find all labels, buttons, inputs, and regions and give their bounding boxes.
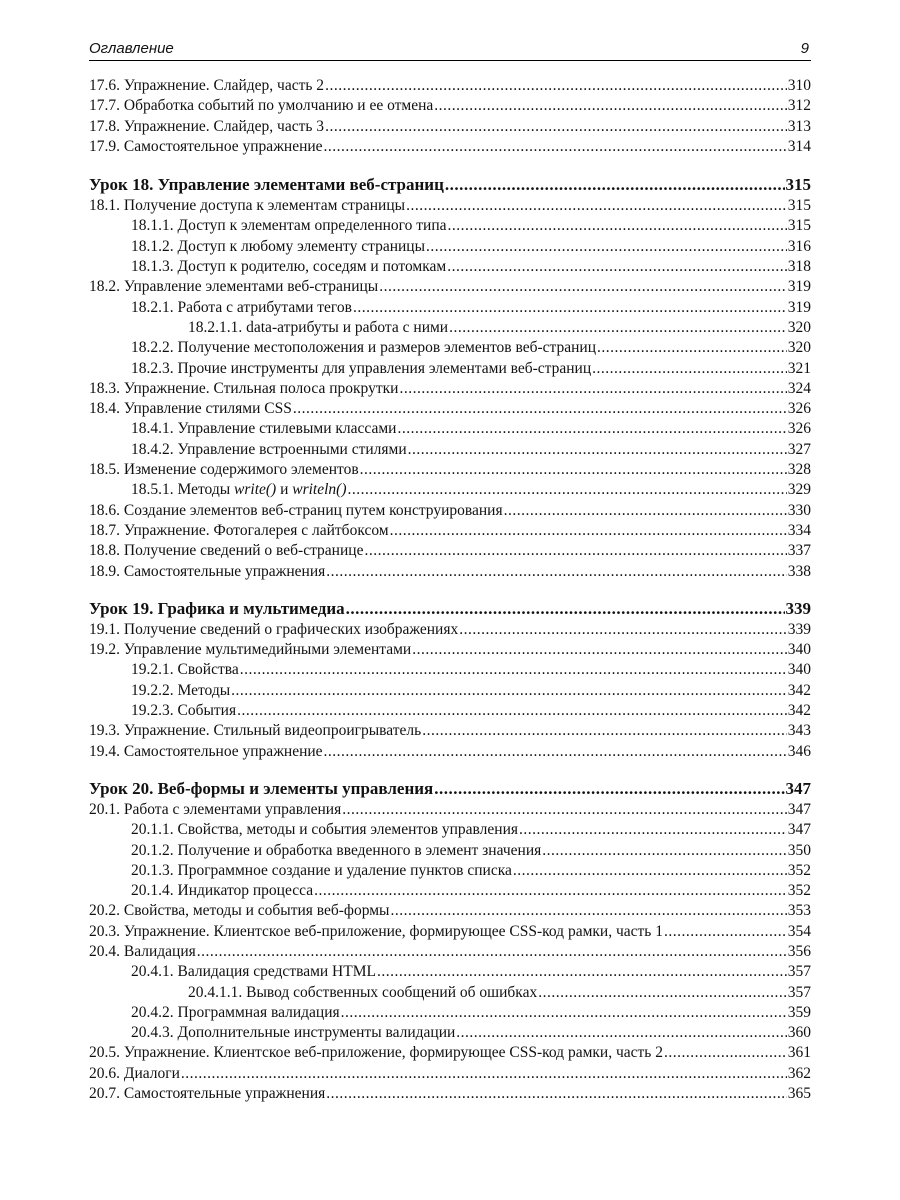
entry-page-number: 329 xyxy=(787,481,811,499)
entry-title: 20.1.4. Индикатор процесса xyxy=(131,882,314,900)
entry-title: 19.2. Управление мультимедийными элементами xyxy=(89,641,412,659)
dot-leader xyxy=(426,237,787,257)
dot-leader xyxy=(542,841,787,861)
entry-page-number: 347 xyxy=(787,821,811,839)
entry-title: 18.1. Получение доступа к элементам страницы xyxy=(89,197,406,215)
dot-leader xyxy=(326,562,786,582)
toc-entry xyxy=(89,277,811,297)
dot-leader xyxy=(592,359,787,379)
toc-entry xyxy=(89,359,811,379)
dot-leader xyxy=(390,901,786,921)
toc-entry xyxy=(89,620,811,640)
toc-lesson-heading xyxy=(89,174,811,196)
dot-leader xyxy=(325,117,787,137)
toc-entry xyxy=(89,983,811,1003)
entry-title: 20.1.2. Получение и обработка введенного в элемент значения xyxy=(131,841,542,859)
toc-entry xyxy=(89,942,811,962)
entry-page-number: 328 xyxy=(787,461,811,479)
entry-title: 18.2.1.1. data-атрибуты и работа с ними xyxy=(188,318,449,336)
dot-leader xyxy=(377,962,787,982)
dot-leader xyxy=(538,983,787,1003)
toc-entry xyxy=(89,820,811,840)
entry-page-number: 353 xyxy=(787,902,811,920)
entry-page-number: 340 xyxy=(787,661,811,679)
entry-page-number: 315 xyxy=(787,217,811,235)
dot-leader xyxy=(412,640,787,660)
toc-entry xyxy=(89,962,811,982)
toc-entry xyxy=(89,1023,811,1043)
dot-leader xyxy=(379,277,787,297)
dot-leader xyxy=(348,480,787,500)
toc-entry xyxy=(89,117,811,137)
toc-entry xyxy=(89,521,811,541)
dot-leader xyxy=(231,681,787,701)
entry-page-number: 312 xyxy=(787,97,811,115)
toc-entry xyxy=(89,419,811,439)
entry-title: 18.4.1. Управление стилевыми классами xyxy=(131,420,397,438)
entry-title: 17.6. Упражнение. Слайдер, часть 2 xyxy=(89,77,325,94)
toc-entry xyxy=(89,298,811,318)
entry-title: 20.7. Самостоятельные упражнения xyxy=(89,1085,326,1103)
lesson-title: Урок 20. Веб-формы и элементы управления xyxy=(89,778,434,798)
toc-entry xyxy=(89,460,811,480)
dot-leader xyxy=(422,721,787,741)
dot-leader xyxy=(390,521,787,541)
entry-page-number: 360 xyxy=(787,1024,811,1042)
toc-entry xyxy=(89,196,811,216)
dot-leader xyxy=(364,541,786,561)
dot-leader xyxy=(434,96,786,116)
entry-page-number: 342 xyxy=(787,702,811,720)
entry-title: 19.2.1. Свойства xyxy=(131,661,239,679)
table-of-contents xyxy=(89,76,811,1104)
entry-page-number: 324 xyxy=(787,379,811,397)
dot-leader xyxy=(449,318,787,338)
dot-leader xyxy=(197,942,787,962)
running-title: Оглавление xyxy=(89,40,174,57)
toc-entry xyxy=(89,922,811,942)
entry-title: 18.9. Самостоятельные упражнения xyxy=(89,562,326,580)
entry-page-number: 352 xyxy=(787,861,811,879)
entry-title: 20.2. Свойства, методы и события веб-формы xyxy=(89,902,390,920)
page-number: 9 xyxy=(800,40,809,57)
dot-leader xyxy=(408,440,787,460)
lesson-page-number: 315 xyxy=(785,175,811,195)
dot-leader xyxy=(456,1023,786,1043)
toc-entry xyxy=(89,721,811,741)
entry-title: 20.6. Диалоги xyxy=(89,1064,180,1082)
dot-leader xyxy=(597,338,787,358)
entry-title: 18.4.2. Управление встроенными стилями xyxy=(131,440,407,458)
dot-leader xyxy=(326,1084,786,1104)
entry-title: 20.4. Валидация xyxy=(89,942,196,960)
entry-title: 20.3. Упражнение. Клиентское веб-приложение, формирующее CSS-код рамки, часть 1 xyxy=(89,922,663,940)
toc-entry xyxy=(89,1043,811,1063)
toc-entry xyxy=(89,399,811,419)
entry-page-number: 310 xyxy=(787,77,811,94)
entry-page-number: 352 xyxy=(787,882,811,900)
method-name: write() xyxy=(234,481,277,499)
dot-leader xyxy=(360,460,787,480)
entry-page-number: 321 xyxy=(787,359,811,377)
dot-leader xyxy=(237,701,787,721)
dot-leader xyxy=(519,820,787,840)
dot-leader xyxy=(504,501,787,521)
toc-entry xyxy=(89,480,811,500)
entry-title: 20.4.1. Валидация средствами HTML xyxy=(131,963,376,981)
lesson-page-number: 347 xyxy=(785,778,811,798)
entry-title: 19.2.2. Методы xyxy=(131,681,231,699)
dot-leader xyxy=(181,1064,787,1084)
entry-title: 19.2.3. События xyxy=(131,702,237,720)
entry-page-number: 337 xyxy=(787,542,811,560)
toc-lesson-heading xyxy=(89,778,811,800)
dot-leader xyxy=(459,620,787,640)
dot-leader xyxy=(447,257,787,277)
entry-title: 19.1. Получение сведений о графических изображениях xyxy=(89,620,459,638)
entry-title: 18.1.2. Доступ к любому элементу страницы xyxy=(131,237,426,255)
entry-title: 17.9. Самостоятельное упражнение xyxy=(89,137,323,155)
entry-page-number: 320 xyxy=(787,318,811,336)
entry-page-number: 357 xyxy=(787,963,811,981)
entry-page-number: 326 xyxy=(787,420,811,438)
entry-page-number: 327 xyxy=(787,440,811,458)
dot-leader xyxy=(399,379,786,399)
entry-title: 20.1.1. Свойства, методы и события элементов управления xyxy=(131,821,519,839)
toc-entry xyxy=(89,861,811,881)
toc-entry xyxy=(89,800,811,820)
entry-page-number: 338 xyxy=(787,562,811,580)
toc-entry xyxy=(89,901,811,921)
toc-entry xyxy=(89,541,811,561)
entry-page-number: 365 xyxy=(787,1085,811,1103)
toc-entry xyxy=(89,216,811,236)
entry-page-number: 354 xyxy=(787,922,811,940)
dot-leader xyxy=(513,861,787,881)
entry-title: 18.1.1. Доступ к элементам определенного типа xyxy=(131,217,447,235)
entry-title: 20.1. Работа с элементами управления xyxy=(89,800,342,818)
entry-page-number: 330 xyxy=(787,501,811,519)
toc-entry xyxy=(89,501,811,521)
entry-page-number: 319 xyxy=(787,298,811,316)
dot-leader xyxy=(448,216,787,236)
toc-entry xyxy=(89,440,811,460)
toc-entry xyxy=(89,660,811,680)
toc-entry xyxy=(89,1003,811,1023)
lesson-page-number: 339 xyxy=(785,598,811,618)
entry-page-number: 357 xyxy=(787,983,811,1001)
entry-page-number: 346 xyxy=(787,742,811,760)
page-header xyxy=(89,36,811,61)
entry-title: 18.2. Управление элементами веб-страницы xyxy=(89,278,379,296)
entry-title: 20.4.3. Дополнительные инструменты валидации xyxy=(131,1024,456,1042)
entry-page-number: 343 xyxy=(787,722,811,740)
lesson-title: Урок 18. Управление элементами веб-страниц xyxy=(89,175,444,195)
dot-leader xyxy=(434,778,784,800)
method-name: writeln() xyxy=(292,481,347,499)
dot-leader xyxy=(397,419,786,439)
toc-entry xyxy=(89,1084,811,1104)
toc-entry xyxy=(89,338,811,358)
entry-page-number: 362 xyxy=(787,1064,811,1082)
entry-title: 18.2.3. Прочие инструменты для управления элементами веб-страниц xyxy=(131,359,592,377)
entry-page-number: 339 xyxy=(787,620,811,638)
toc-entry xyxy=(89,96,811,116)
entry-title: 18.6. Создание элементов веб-страниц путем конструирования xyxy=(89,501,503,519)
entry-page-number: 340 xyxy=(787,641,811,659)
entry-title: 20.5. Упражнение. Клиентское веб-приложение, формирующее CSS-код рамки, часть 2 xyxy=(89,1044,663,1062)
entry-page-number: 359 xyxy=(787,1003,811,1021)
entry-page-number: 314 xyxy=(787,137,811,155)
entry-title xyxy=(131,480,347,500)
toc-entry xyxy=(89,76,811,96)
toc-entry xyxy=(89,1064,811,1084)
entry-page-number: 334 xyxy=(787,521,811,539)
dot-leader xyxy=(324,137,787,157)
toc-entry xyxy=(89,379,811,399)
toc-entry xyxy=(89,701,811,721)
toc-entry xyxy=(89,237,811,257)
entry-page-number: 356 xyxy=(787,942,811,960)
entry-page-number: 350 xyxy=(787,841,811,859)
entry-page-number: 318 xyxy=(787,258,811,276)
dot-leader xyxy=(325,76,787,96)
entry-title: 18.5. Изменение содержимого элементов xyxy=(89,461,359,479)
toc-entry xyxy=(89,841,811,861)
dot-leader xyxy=(240,660,787,680)
dot-leader xyxy=(664,922,787,942)
dot-leader xyxy=(353,298,787,318)
dot-leader xyxy=(314,881,787,901)
entry-title-text: 18.5.1. Методы xyxy=(131,481,235,499)
entry-title: 17.7. Обработка событий по умолчанию и ее отмена xyxy=(89,97,434,115)
entry-page-number: 342 xyxy=(787,681,811,699)
toc-entry xyxy=(89,681,811,701)
toc-entry xyxy=(89,562,811,582)
entry-title: 18.1.3. Доступ к родителю, соседям и потомкам xyxy=(131,258,447,276)
entry-title: 18.4. Управление стилями CSS xyxy=(89,400,292,418)
entry-page-number: 347 xyxy=(787,800,811,818)
toc-entry xyxy=(89,881,811,901)
entry-page-number: 361 xyxy=(787,1044,811,1062)
dot-leader xyxy=(324,742,787,762)
entry-page-number: 315 xyxy=(787,197,811,215)
dot-leader xyxy=(346,598,785,620)
dot-leader xyxy=(342,800,787,820)
dot-leader xyxy=(293,399,787,419)
entry-title: 20.4.1.1. Вывод собственных сообщений об ошибках xyxy=(188,983,538,1001)
toc-entry xyxy=(89,640,811,660)
entry-title: 18.8. Получение сведений о веб-странице xyxy=(89,542,364,560)
toc-entry xyxy=(89,137,811,157)
toc-entry xyxy=(89,257,811,277)
entry-title-text: и xyxy=(276,481,293,499)
entry-title: 20.4.2. Программная валидация xyxy=(131,1003,340,1021)
entry-page-number: 319 xyxy=(787,278,811,296)
entry-page-number: 316 xyxy=(787,237,811,255)
dot-leader xyxy=(664,1043,787,1063)
dot-leader xyxy=(445,174,785,196)
entry-title: 18.7. Упражнение. Фотогалерея с лайтбоксом xyxy=(89,521,389,539)
entry-title: 18.3. Упражнение. Стильная полоса прокрутки xyxy=(89,379,399,397)
entry-title: 19.4. Самостоятельное упражнение xyxy=(89,742,323,760)
toc-entry xyxy=(89,318,811,338)
entry-page-number: 313 xyxy=(787,117,811,135)
lesson-title: Урок 19. Графика и мультимедиа xyxy=(89,598,345,618)
dot-leader xyxy=(341,1003,787,1023)
toc-lesson-heading xyxy=(89,598,811,620)
entry-page-number: 320 xyxy=(787,339,811,357)
entry-page-number: 326 xyxy=(787,400,811,418)
entry-title: 19.3. Упражнение. Стильный видеопроигрыватель xyxy=(89,722,422,740)
entry-title: 18.2.1. Работа с атрибутами тегов xyxy=(131,298,352,316)
toc-entry xyxy=(89,742,811,762)
entry-title: 17.8. Упражнение. Слайдер, часть 3 xyxy=(89,117,325,135)
entry-title: 20.1.3. Программное создание и удаление пунктов списка xyxy=(131,861,512,879)
dot-leader xyxy=(406,196,787,216)
entry-title: 18.2.2. Получение местоположения и размеров элементов веб-страниц xyxy=(131,339,597,357)
